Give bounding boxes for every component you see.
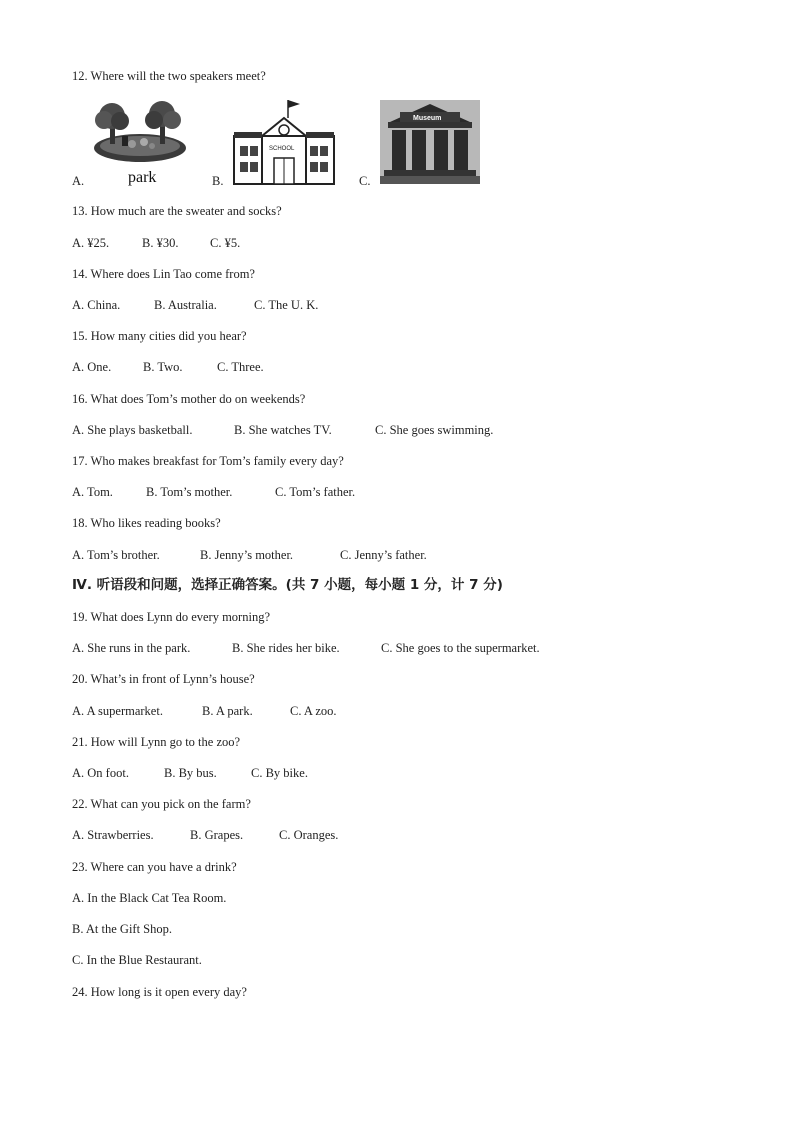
option-c[interactable]: C. Three. bbox=[217, 360, 264, 374]
question-19-options bbox=[72, 640, 540, 656]
option-c[interactable]: C. The U. K. bbox=[254, 298, 319, 312]
option-c[interactable]: C. Jenny’s father. bbox=[340, 548, 427, 562]
option-b[interactable]: B. By bus. bbox=[164, 766, 217, 780]
school-picture[interactable] bbox=[232, 98, 336, 186]
option-a[interactable]: A. She runs in the park. bbox=[72, 641, 191, 655]
question-12: 12. Where will the two speakers meet? bbox=[72, 69, 266, 83]
option-b[interactable]: B. She watches TV. bbox=[234, 423, 332, 437]
question-20-options bbox=[72, 703, 337, 719]
option-c[interactable]: C. She goes swimming. bbox=[375, 423, 494, 437]
option-a[interactable]: A. China. bbox=[72, 298, 121, 312]
question-21-options bbox=[72, 765, 308, 781]
question-16: 16. What does Tom’s mother do on weekends? bbox=[72, 392, 306, 406]
option-b[interactable]: B. She rides her bike. bbox=[232, 641, 340, 655]
option-b[interactable]: B. Two. bbox=[143, 360, 183, 374]
question-22: 22. What can you pick on the farm? bbox=[72, 797, 251, 811]
question-23-option-a[interactable]: A. In the Black Cat Tea Room. bbox=[72, 891, 227, 905]
question-18-options bbox=[72, 547, 427, 563]
option-b[interactable]: B. Tom’s mother. bbox=[146, 485, 233, 499]
school-sign: SCHOOL bbox=[269, 146, 295, 152]
option-a[interactable]: A. ¥25. bbox=[72, 236, 110, 250]
option-a[interactable]: A. On foot. bbox=[72, 766, 129, 780]
option-a-label[interactable]: A. bbox=[72, 174, 85, 188]
park-caption: park bbox=[128, 169, 157, 186]
question-15-options bbox=[72, 359, 264, 375]
section-4-heading: Ⅳ. 听语段和问题，选择正确答案。(共 7 小题，每小题 1 分，计 7 分) bbox=[72, 577, 503, 593]
option-c[interactable]: C. ¥5. bbox=[210, 236, 241, 250]
option-a[interactable]: A. Tom’s brother. bbox=[72, 548, 160, 562]
option-c-label[interactable]: C. bbox=[359, 174, 371, 188]
question-17: 17. Who makes breakfast for Tom’s family every day? bbox=[72, 454, 344, 468]
question-23-option-b[interactable]: B. At the Gift Shop. bbox=[72, 922, 173, 936]
option-b[interactable]: B. Australia. bbox=[154, 298, 217, 312]
question-14: 14. Where does Lin Tao come from? bbox=[72, 267, 255, 281]
option-a[interactable]: A. Tom. bbox=[72, 485, 113, 499]
question-14-options bbox=[72, 297, 318, 313]
question-13-options bbox=[72, 235, 240, 251]
question-18: 18. Who likes reading books? bbox=[72, 516, 221, 530]
option-c[interactable]: C. Tom’s father. bbox=[275, 485, 356, 499]
question-21: 21. How will Lynn go to the zoo? bbox=[72, 735, 241, 749]
option-b[interactable]: B. Grapes. bbox=[190, 828, 244, 842]
question-23-option-c[interactable]: C. In the Blue Restaurant. bbox=[72, 953, 202, 967]
option-b[interactable]: B. Jenny’s mother. bbox=[200, 548, 294, 562]
question-16-options bbox=[72, 422, 493, 438]
museum-picture[interactable] bbox=[380, 100, 480, 184]
question-12-image-options bbox=[72, 96, 492, 190]
question-17-options bbox=[72, 484, 355, 500]
question-13: 13. How much are the sweater and socks? bbox=[72, 204, 282, 218]
question-22-options bbox=[72, 827, 338, 843]
option-a[interactable]: A. A supermarket. bbox=[72, 704, 163, 718]
option-b[interactable]: B. A park. bbox=[202, 704, 253, 718]
option-c[interactable]: C. By bike. bbox=[251, 766, 308, 780]
question-24: 24. How long is it open every day? bbox=[72, 985, 247, 999]
option-c[interactable]: C. She goes to the supermarket. bbox=[381, 641, 540, 655]
question-19: 19. What does Lynn do every morning? bbox=[72, 610, 270, 624]
question-23: 23. Where can you have a drink? bbox=[72, 860, 237, 874]
museum-sign: Museum bbox=[413, 115, 442, 122]
option-a[interactable]: A. One. bbox=[72, 360, 112, 374]
option-a[interactable]: A. Strawberries. bbox=[72, 828, 154, 842]
option-c[interactable]: C. A zoo. bbox=[290, 704, 337, 718]
option-c[interactable]: C. Oranges. bbox=[279, 828, 339, 842]
question-20: 20. What’s in front of Lynn’s house? bbox=[72, 672, 255, 686]
park-picture[interactable] bbox=[92, 96, 188, 188]
option-a[interactable]: A. She plays basketball. bbox=[72, 423, 193, 437]
option-b[interactable]: B. ¥30. bbox=[142, 236, 179, 250]
option-b-label[interactable]: B. bbox=[212, 174, 224, 188]
question-15: 15. How many cities did you hear? bbox=[72, 329, 247, 343]
